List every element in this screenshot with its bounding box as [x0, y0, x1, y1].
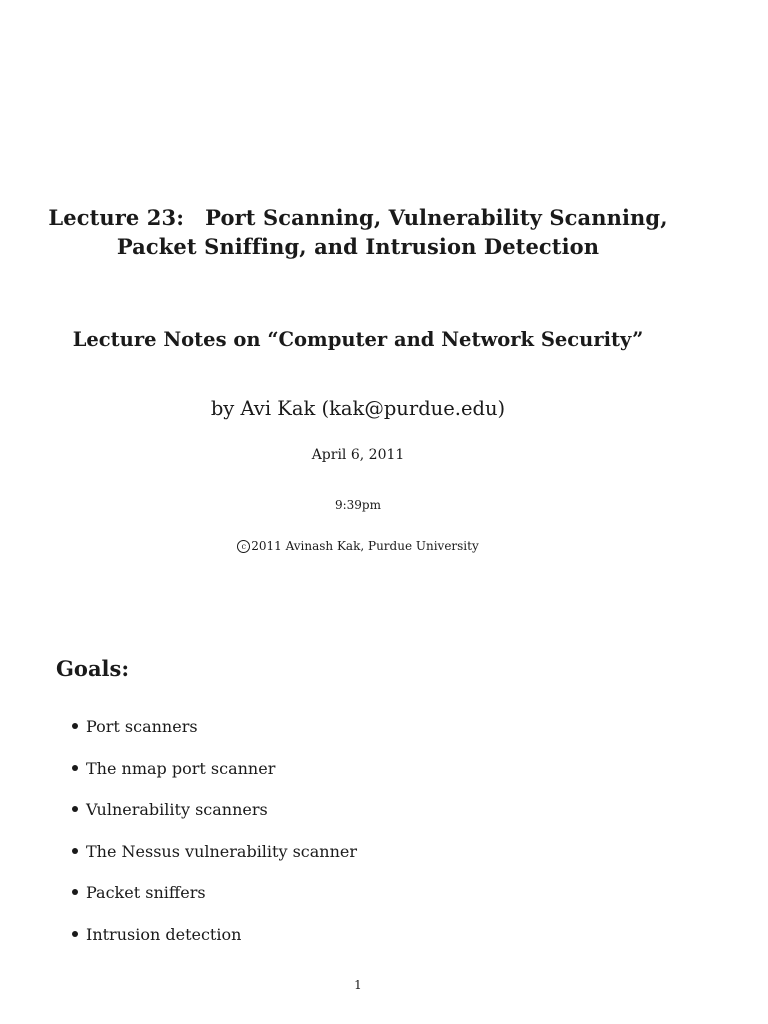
goal-text: Intrusion detection — [86, 924, 242, 944]
goal-item — [72, 882, 357, 924]
goals-list — [72, 716, 357, 966]
bullet-icon — [72, 765, 78, 771]
goal-text: Port scanners — [86, 717, 198, 736]
goals-heading: Goals: — [56, 656, 130, 681]
copyright-icon: c — [237, 540, 250, 553]
goal-text: The nmap port scanner — [86, 758, 276, 778]
title-line-2: Packet Sniffing, and Intrusion Detection — [116, 234, 600, 259]
time: 9:39pm — [334, 498, 381, 512]
copyright-line — [0, 539, 716, 553]
goal-item — [72, 924, 357, 966]
goal-item — [72, 841, 357, 883]
goal-item — [72, 758, 357, 800]
title-line-1: Lecture 23: Port Scanning, Vulnerability Scanning, — [48, 205, 668, 230]
copyright-text: 2011 Avinash Kak, Purdue University — [251, 539, 479, 553]
course-subtitle: Lecture Notes on “Computer and Network Security” — [72, 328, 644, 351]
bullet-icon — [72, 848, 78, 854]
bullet-icon — [72, 889, 78, 895]
goal-item — [72, 716, 357, 758]
bullet-icon — [72, 806, 78, 812]
bullet-icon — [72, 931, 78, 937]
goal-text: Vulnerability scanners — [86, 800, 268, 820]
author-line: by Avi Kak (kak@purdue.edu) — [210, 397, 506, 420]
page-number: 1 — [354, 978, 362, 992]
bullet-icon — [72, 723, 78, 729]
goal-item — [72, 799, 357, 841]
date: April 6, 2011 — [311, 447, 405, 463]
goal-text: The Nessus vulnerability scanner — [86, 841, 358, 861]
goal-text: Packet sniffers — [86, 883, 206, 903]
